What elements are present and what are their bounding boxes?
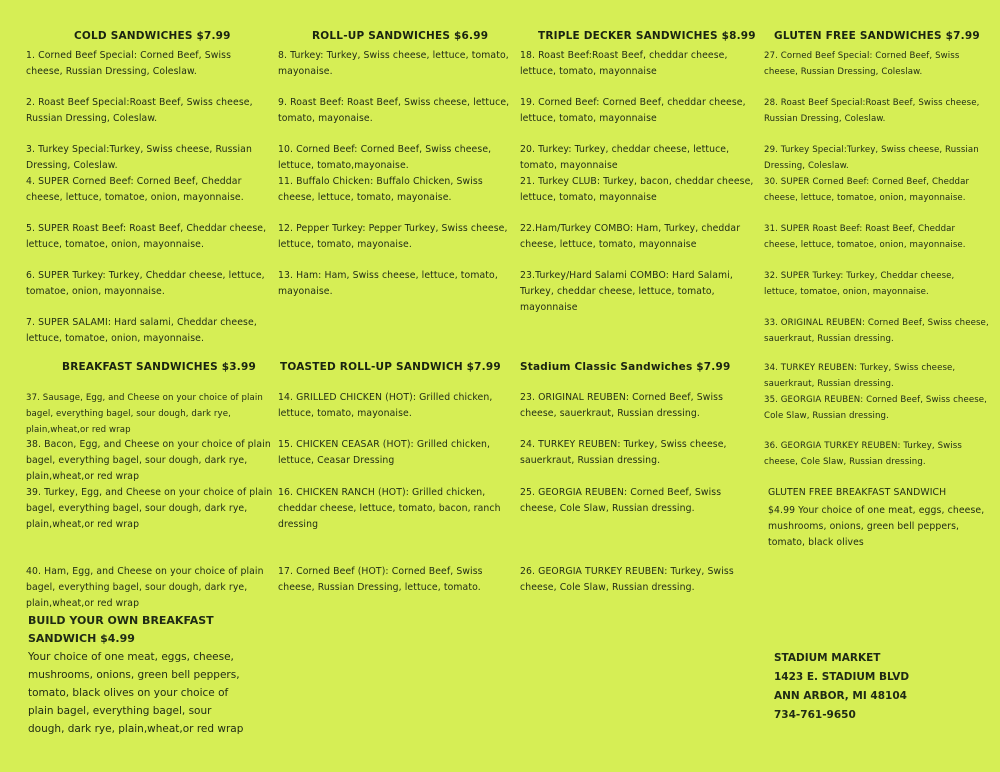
- menu-item: 34. TURKEY REUBEN: Turkey, Swiss cheese, sauerkraut, Russian dressing.: [764, 363, 956, 389]
- gluten-free-breakfast-description: $4.99 Your choice of one meat, eggs, cheese, mushrooms, onions, green bell peppers, tomato, black olives: [768, 505, 985, 548]
- build-your-own-header: BUILD YOUR OWN BREAKFAST SANDWICH $4.99: [28, 614, 214, 645]
- menu-item: 17. Corned Beef (HOT): Corned Beef, Swiss cheese, Russian Dressing, lettuce, tomato.: [278, 566, 483, 593]
- menu-item: 15. CHICKEN CEASAR (HOT): Grilled chicken, lettuce, Ceasar Dressing: [278, 439, 491, 466]
- store-address-block: [774, 649, 994, 725]
- menu-item: 8. Turkey: Turkey, Swiss cheese, lettuce, tomato, mayonaise.: [278, 50, 509, 77]
- menu-item: 1. Corned Beef Special: Corned Beef, Swiss cheese, Russian Dressing, Coleslaw.: [26, 50, 232, 77]
- menu-item: 20. Turkey: Turkey, cheddar cheese, lettuce, tomato, mayonnaise: [520, 144, 730, 171]
- store-street: 1423 E. STADIUM BLVD: [774, 671, 910, 683]
- menu-item: 19. Corned Beef: Corned Beef, cheddar cheese, lettuce, tomato, mayonnaise: [520, 97, 746, 124]
- menu-item: 16. CHICKEN RANCH (HOT): Grilled chicken, cheddar cheese, lettuce, tomato, bacon, ranch dressing: [278, 487, 501, 530]
- roll-up-sandwiches-header: ROLL-UP SANDWICHES $6.99: [312, 30, 489, 42]
- menu-item: 31. SUPER Roast Beef: Roast Beef, Cheddar cheese, lettuce, tomatoe, onion, mayonnaise.: [764, 224, 966, 250]
- menu-item: 25. GEORGIA REUBEN: Corned Beef, Swiss cheese, Cole Slaw, Russian dressing.: [520, 487, 722, 514]
- store-city: ANN ARBOR, MI 48104: [774, 690, 907, 702]
- build-your-own-description: Your choice of one meat, eggs, cheese, mushrooms, onions, green bell peppers, tomato, black olives on your choice of plain bagel, everything bagel, sour dough, dark rye, plain,wheat,or red wrap: [28, 651, 244, 735]
- store-name: STADIUM MARKET: [774, 652, 881, 664]
- menu-item: 21. Turkey CLUB: Turkey, bacon, cheddar cheese, lettuce, tomato, mayonnaise: [520, 176, 754, 203]
- menu-item: 37. Sausage, Egg, and Cheese on your choice of plain bagel, everything bagel, sour dough, dark rye, plain,wheat,or red wrap: [26, 393, 263, 435]
- menu-item: 10. Corned Beef: Corned Beef, Swiss cheese, lettuce, tomato,mayonaise.: [278, 144, 492, 171]
- menu-item: 26. GEORGIA TURKEY REUBEN: Turkey, Swiss cheese, Cole Slaw, Russian dressing.: [520, 566, 734, 593]
- build-your-own-breakfast-section: [28, 612, 248, 738]
- menu-item: 32. SUPER Turkey: Turkey, Cheddar cheese, lettuce, tomatoe, onion, mayonnaise.: [764, 271, 955, 297]
- gluten-free-breakfast-header: GLUTEN FREE BREAKFAST SANDWICH: [768, 487, 947, 498]
- cold-sandwiches-header: COLD SANDWICHES $7.99: [74, 30, 231, 42]
- triple-decker-header: TRIPLE DECKER SANDWICHES $8.99: [538, 30, 756, 42]
- menu-item: 3. Turkey Special:Turkey, Swiss cheese, Russian Dressing, Coleslaw.: [26, 144, 252, 171]
- menu-item: 33. ORIGINAL REUBEN: Corned Beef, Swiss cheese, sauerkraut, Russian dressing.: [764, 318, 989, 344]
- menu-item: 28. Roast Beef Special:Roast Beef, Swiss cheese, Russian Dressing, Coleslaw.: [764, 98, 980, 124]
- menu-item: 14. GRILLED CHICKEN (HOT): Grilled chicken, lettuce, tomato, mayonaise.: [278, 392, 493, 419]
- menu-item: 23. ORIGINAL REUBEN: Corned Beef, Swiss cheese, sauerkraut, Russian dressing.: [520, 392, 724, 419]
- menu-item: 5. SUPER Roast Beef: Roast Beef, Cheddar cheese, lettuce, tomatoe, onion, mayonnaise.: [26, 223, 267, 250]
- menu-item: 9. Roast Beef: Roast Beef, Swiss cheese, lettuce, tomato, mayonaise.: [278, 97, 510, 124]
- menu-item: 4. SUPER Corned Beef: Corned Beef, Cheddar cheese, lettuce, tomatoe, onion, mayonnaise.: [26, 176, 244, 203]
- menu-item: 30. SUPER Corned Beef: Corned Beef, Cheddar cheese, lettuce, tomatoe, onion, mayonnaise.: [764, 177, 970, 203]
- menu-item: 40. Ham, Egg, and Cheese on your choice of plain bagel, everything bagel, sour dough, dark rye, plain,wheat,or red wrap: [26, 566, 264, 609]
- gluten-free-header: GLUTEN FREE SANDWICHES $7.99: [774, 30, 980, 42]
- breakfast-sandwiches-header: BREAKFAST SANDWICHES $3.99: [62, 361, 256, 373]
- menu-item: 6. SUPER Turkey: Turkey, Cheddar cheese, lettuce, tomatoe, onion, mayonnaise.: [26, 270, 265, 297]
- menu-item: 39. Turkey, Egg, and Cheese on your choice of plain bagel, everything bagel, sour dough, dark rye, plain,wheat,or red wrap: [26, 487, 273, 530]
- menu-item: 23.Turkey/Hard Salami COMBO: Hard Salami, Turkey, cheddar cheese, lettuce, tomato, mayonnaise: [520, 270, 733, 313]
- menu-item: 7. SUPER SALAMI: Hard salami, Cheddar cheese, lettuce, tomatoe, onion, mayonnaise.: [26, 317, 257, 344]
- menu-item: 13. Ham: Ham, Swiss cheese, lettuce, tomato, mayonaise.: [278, 270, 498, 297]
- menu-item: 24. TURKEY REUBEN: Turkey, Swiss cheese, sauerkraut, Russian dressing.: [520, 439, 727, 466]
- menu-item: 35. GEORGIA REUBEN: Corned Beef, Swiss cheese, Cole Slaw, Russian dressing.: [764, 395, 988, 421]
- menu-item: 2. Roast Beef Special:Roast Beef, Swiss cheese, Russian Dressing, Coleslaw.: [26, 97, 253, 124]
- toasted-roll-up-header: TOASTED ROLL-UP SANDWICH $7.99: [280, 361, 501, 373]
- gluten-free-breakfast-section: [768, 485, 990, 551]
- menu-item: 29. Turkey Special:Turkey, Swiss cheese, Russian Dressing, Coleslaw.: [764, 145, 979, 171]
- stadium-classic-header: Stadium Classic Sandwiches $7.99: [520, 361, 731, 373]
- menu-item: 27. Corned Beef Special: Corned Beef, Swiss cheese, Russian Dressing, Coleslaw.: [764, 51, 960, 77]
- menu-item: 12. Pepper Turkey: Pepper Turkey, Swiss cheese, lettuce, tomato, mayonaise.: [278, 223, 508, 250]
- menu-item: 11. Buffalo Chicken: Buffalo Chicken, Swiss cheese, lettuce, tomato, mayonaise.: [278, 176, 483, 203]
- store-phone: 734-761-9650: [774, 709, 856, 721]
- menu-item: 18. Roast Beef:Roast Beef, cheddar cheese, lettuce, tomato, mayonnaise: [520, 50, 728, 77]
- menu-item: 38. Bacon, Egg, and Cheese on your choice of plain bagel, everything bagel, sour dough, dark rye, plain,wheat,or red wrap: [26, 439, 271, 482]
- menu-item: 22.Ham/Turkey COMBO: Ham, Turkey, cheddar cheese, lettuce, tomato, mayonnaise: [520, 223, 741, 250]
- menu-item: 36. GEORGIA TURKEY REUBEN: Turkey, Swiss cheese, Cole Slaw, Russian dressing.: [764, 441, 962, 467]
